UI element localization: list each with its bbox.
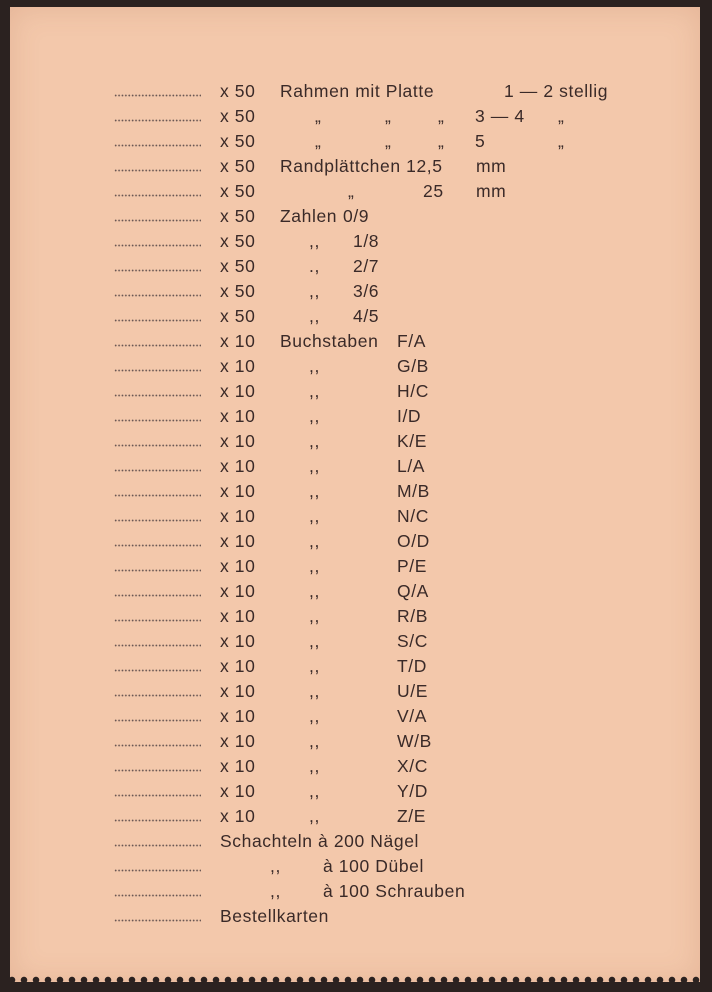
ditto-mark: ,, (309, 406, 320, 426)
ditto-mark: ,, (309, 681, 320, 701)
item-value: 25 (423, 181, 444, 201)
item-spec: I/D (397, 406, 422, 426)
item-spec: S/C (397, 631, 428, 651)
ditto-mark: ,, (309, 781, 320, 801)
item-spec: H/C (397, 381, 429, 401)
quantity-label: x 50 (220, 131, 256, 151)
quantity-dotted-line (114, 369, 201, 372)
quantity-label: x 10 (220, 481, 256, 501)
ditto-mark: ,, (309, 606, 320, 626)
quantity-dotted-line (114, 269, 201, 272)
quantity-label: x 10 (220, 681, 256, 701)
item-spec: 2/7 (353, 256, 380, 276)
quantity-label: x 50 (220, 231, 256, 251)
order-row (10, 404, 700, 429)
order-row (10, 179, 700, 204)
ditto-mark: „ (348, 181, 355, 201)
item-spec: W/B (397, 731, 432, 751)
ditto-mark: „ (315, 131, 322, 151)
order-row (10, 754, 700, 779)
ditto-mark: ,, (309, 306, 320, 326)
ditto-mark: ,, (309, 731, 320, 751)
order-row (10, 154, 700, 179)
order-row (10, 829, 700, 854)
ditto-mark: „ (385, 131, 392, 151)
ditto-mark: „ (438, 106, 445, 126)
ditto-mark: ,, (309, 706, 320, 726)
quantity-label: x 10 (220, 531, 256, 551)
order-row (10, 679, 700, 704)
ditto-mark: ,, (309, 581, 320, 601)
quantity-dotted-line (114, 519, 201, 522)
ditto-mark: ,, (309, 356, 320, 376)
quantity-dotted-line (114, 644, 201, 647)
ditto-mark: ,, (309, 381, 320, 401)
quantity-label: x 10 (220, 706, 256, 726)
ditto-mark: ., (309, 256, 320, 276)
quantity-label: x 10 (220, 331, 256, 351)
order-row (10, 129, 700, 154)
quantity-dotted-line (114, 469, 201, 472)
order-row (10, 629, 700, 654)
ditto-mark: ,, (270, 856, 281, 876)
item-spec: 0/9 (343, 206, 370, 226)
item-spec: P/E (397, 556, 428, 576)
item-name: à 100 Dübel (323, 856, 424, 876)
order-card (10, 7, 700, 982)
quantity-dotted-line (114, 194, 201, 197)
quantity-label: x 50 (220, 206, 256, 226)
quantity-label: x 10 (220, 406, 256, 426)
quantity-label: x 10 (220, 431, 256, 451)
quantity-dotted-line (114, 319, 201, 322)
order-row (10, 229, 700, 254)
order-row (10, 504, 700, 529)
quantity-label: x 10 (220, 756, 256, 776)
order-row (10, 779, 700, 804)
quantity-dotted-line (114, 219, 201, 222)
quantity-dotted-line (114, 594, 201, 597)
quantity-label: x 50 (220, 306, 256, 326)
item-spec: 4/5 (353, 306, 380, 326)
quantity-dotted-line (114, 694, 201, 697)
order-row (10, 479, 700, 504)
order-row (10, 454, 700, 479)
item-spec: R/B (397, 606, 428, 626)
item-spec: K/E (397, 431, 428, 451)
item-spec: Z/E (397, 806, 427, 826)
quantity-label: x 10 (220, 356, 256, 376)
item-name: Schachteln à 200 Nägel (220, 831, 420, 851)
order-row (10, 704, 700, 729)
order-row (10, 329, 700, 354)
ditto-mark: ,, (309, 531, 320, 551)
quantity-dotted-line (114, 844, 201, 847)
ditto-mark: ,, (309, 281, 320, 301)
quantity-label: x 50 (220, 281, 256, 301)
order-row (10, 204, 700, 229)
order-row (10, 529, 700, 554)
quantity-dotted-line (114, 794, 201, 797)
ditto-mark: „ (385, 106, 392, 126)
order-row (10, 879, 700, 904)
item-name: Bestellkarten (220, 906, 329, 926)
quantity-label: x 10 (220, 606, 256, 626)
item-spec: mm (476, 181, 507, 201)
item-name: à 100 Schrauben (323, 881, 466, 901)
perforated-edge (10, 972, 700, 982)
order-row (10, 379, 700, 404)
item-spec: F/A (397, 331, 427, 351)
ditto-mark: ,, (309, 556, 320, 576)
order-row (10, 279, 700, 304)
item-spec: G/B (397, 356, 429, 376)
ditto-mark: ,, (309, 456, 320, 476)
quantity-dotted-line (114, 819, 201, 822)
item-name: Buchstaben (280, 331, 379, 351)
item-name: Rahmen mit Platte (280, 81, 435, 101)
order-row (10, 579, 700, 604)
quantity-dotted-line (114, 144, 201, 147)
quantity-dotted-line (114, 869, 201, 872)
quantity-label: x 50 (220, 156, 256, 176)
quantity-label: x 10 (220, 631, 256, 651)
item-spec: N/C (397, 506, 429, 526)
quantity-dotted-line (114, 744, 201, 747)
quantity-dotted-line (114, 619, 201, 622)
quantity-dotted-line (114, 569, 201, 572)
item-spec: X/C (397, 756, 428, 776)
ditto-mark: ,, (309, 756, 320, 776)
quantity-dotted-line (114, 544, 201, 547)
item-spec: 1 — 2 stellig (504, 81, 609, 101)
quantity-dotted-line (114, 244, 201, 247)
ditto-mark: ,, (309, 231, 320, 251)
quantity-label: x 50 (220, 106, 256, 126)
order-row (10, 554, 700, 579)
quantity-label: x 10 (220, 656, 256, 676)
item-spec: Y/D (397, 781, 428, 801)
order-row (10, 429, 700, 454)
quantity-dotted-line (114, 119, 201, 122)
ditto-mark: ,, (270, 881, 281, 901)
quantity-label: x 10 (220, 806, 256, 826)
ditto-mark: „ (558, 131, 565, 151)
quantity-dotted-line (114, 894, 201, 897)
order-row (10, 354, 700, 379)
quantity-label: x 10 (220, 781, 256, 801)
item-spec: U/E (397, 681, 428, 701)
quantity-dotted-line (114, 444, 201, 447)
item-spec: V/A (397, 706, 428, 726)
item-name: Randplättchen 12,5 (280, 156, 443, 176)
quantity-label: x 10 (220, 381, 256, 401)
ditto-mark: ,, (309, 431, 320, 451)
quantity-dotted-line (114, 719, 201, 722)
item-spec: 1/8 (353, 231, 380, 251)
quantity-label: x 10 (220, 506, 256, 526)
quantity-label: x 50 (220, 256, 256, 276)
item-name: Zahlen (280, 206, 338, 226)
item-spec: Q/A (397, 581, 429, 601)
ditto-mark: „ (438, 131, 445, 151)
quantity-dotted-line (114, 669, 201, 672)
item-spec: M/B (397, 481, 430, 501)
quantity-dotted-line (114, 769, 201, 772)
quantity-label: x 10 (220, 556, 256, 576)
quantity-dotted-line (114, 494, 201, 497)
item-spec: L/A (397, 456, 426, 476)
quantity-label: x 10 (220, 581, 256, 601)
item-spec: 5 (475, 131, 486, 151)
ditto-mark: „ (558, 106, 565, 126)
item-spec: 3/6 (353, 281, 380, 301)
order-row (10, 904, 700, 929)
ditto-mark: ,, (309, 631, 320, 651)
order-row (10, 804, 700, 829)
quantity-label: x 10 (220, 731, 256, 751)
ditto-mark: ,, (309, 481, 320, 501)
order-row (10, 604, 700, 629)
order-row (10, 304, 700, 329)
order-row (10, 854, 700, 879)
quantity-dotted-line (114, 394, 201, 397)
ditto-mark: „ (315, 106, 322, 126)
quantity-dotted-line (114, 94, 201, 97)
order-row (10, 79, 700, 104)
quantity-label: x 10 (220, 456, 256, 476)
ditto-mark: ,, (309, 806, 320, 826)
item-spec: 3 — 4 (475, 106, 525, 126)
quantity-dotted-line (114, 169, 201, 172)
quantity-dotted-line (114, 344, 201, 347)
item-spec: T/D (397, 656, 427, 676)
quantity-dotted-line (114, 919, 201, 922)
order-row (10, 654, 700, 679)
ditto-mark: ,, (309, 506, 320, 526)
order-row (10, 104, 700, 129)
quantity-label: x 50 (220, 181, 256, 201)
quantity-label: x 50 (220, 81, 256, 101)
quantity-dotted-line (114, 419, 201, 422)
order-row (10, 254, 700, 279)
order-row (10, 729, 700, 754)
item-spec: O/D (397, 531, 430, 551)
quantity-dotted-line (114, 294, 201, 297)
item-spec: mm (476, 156, 507, 176)
ditto-mark: ,, (309, 656, 320, 676)
